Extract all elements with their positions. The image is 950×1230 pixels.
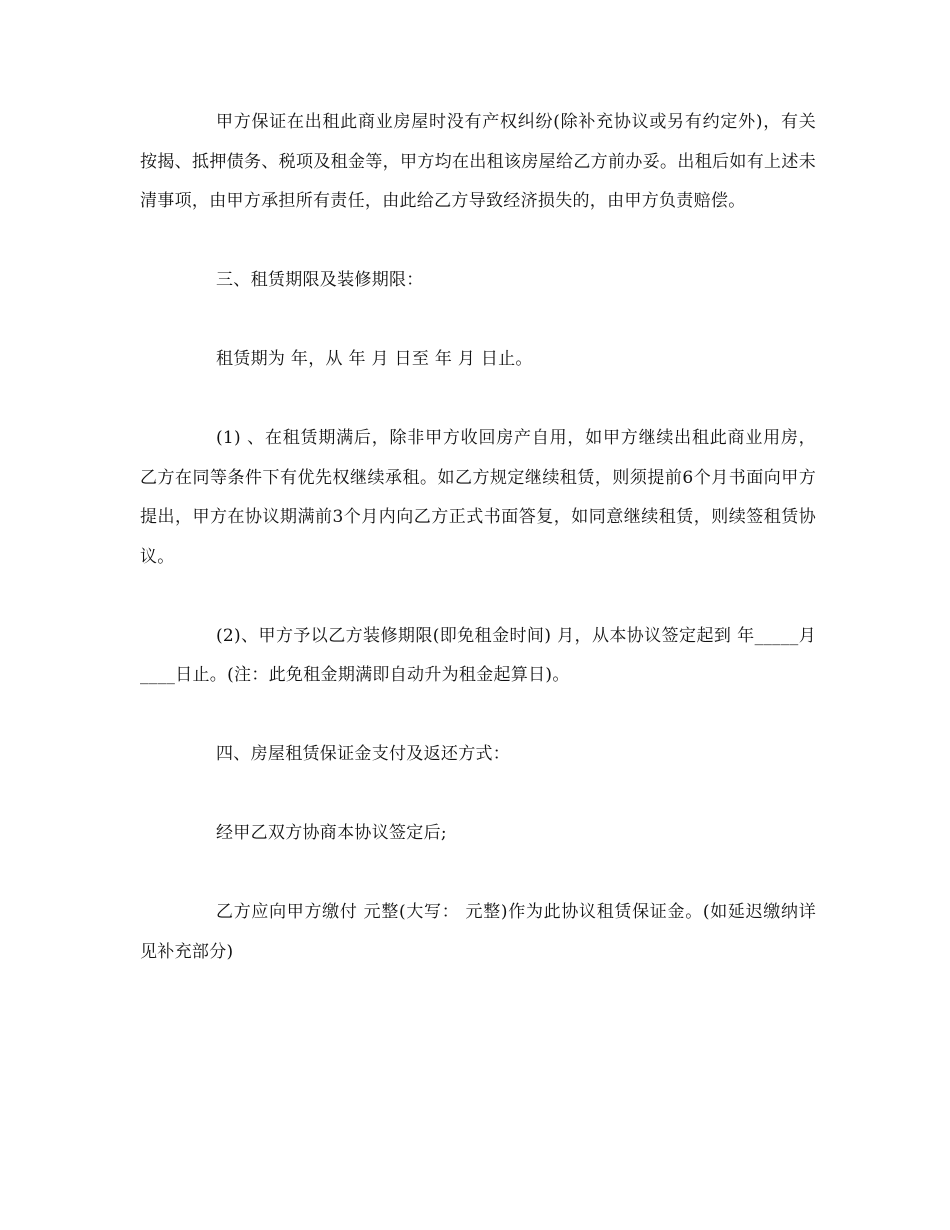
paragraph-spacer <box>140 380 816 420</box>
paragraph-renewal-clause: (1) 、在租赁期满后，除非甲方收回房产自用，如甲方继续出租此商业用房，乙方在同等条件下有优先权继续承租。如乙方规定继续租赁，则须提前6个月书面向甲方提出，甲方在协议期满前3个月内向乙方正式书面答复，如同意继续租赁，则续签租赁协议。 <box>140 428 816 567</box>
paragraph-spacer <box>140 301 816 341</box>
paragraph-deposit-payment: 乙方应向甲方缴付 元整(大写： 元整)作为此协议租赁保证金。(如延迟缴纳详见补充部分) <box>140 902 816 962</box>
paragraph-renovation-period: (2)、甲方予以乙方装修期限(即免租金时间) 月，从本协议签定起到 年_____月____日止。(注：此免租金期满即自动升为租金起算日)。 <box>140 625 816 685</box>
paragraph-spacer <box>140 854 816 894</box>
document-body <box>140 103 816 972</box>
section-heading-lease-term: 三、租赁期限及装修期限： <box>216 270 424 290</box>
paragraph-lease-period: 租赁期为 年，从 年 月 日至 年 月 日止。 <box>216 349 533 369</box>
paragraph-spacer <box>140 577 816 617</box>
paragraph-warranty: 甲方保证在出租此商业房屋时没有产权纠纷(除补充协议或另有约定外)，有关按揭、抵押债务、税项及租金等，甲方均在出租该房屋给乙方前办妥。出租后如有上述未清事项，由甲方承担所有责任，由此给乙方导致经济损失的，由甲方负责赔偿。 <box>140 112 816 211</box>
paragraph-spacer <box>140 775 816 815</box>
paragraph-spacer <box>140 222 816 262</box>
section-heading-deposit: 四、房屋租赁保证金支付及返还方式： <box>216 744 511 764</box>
paragraph-spacer <box>140 696 816 736</box>
paragraph-negotiation: 经甲乙双方协商本协议签定后; <box>216 823 447 843</box>
